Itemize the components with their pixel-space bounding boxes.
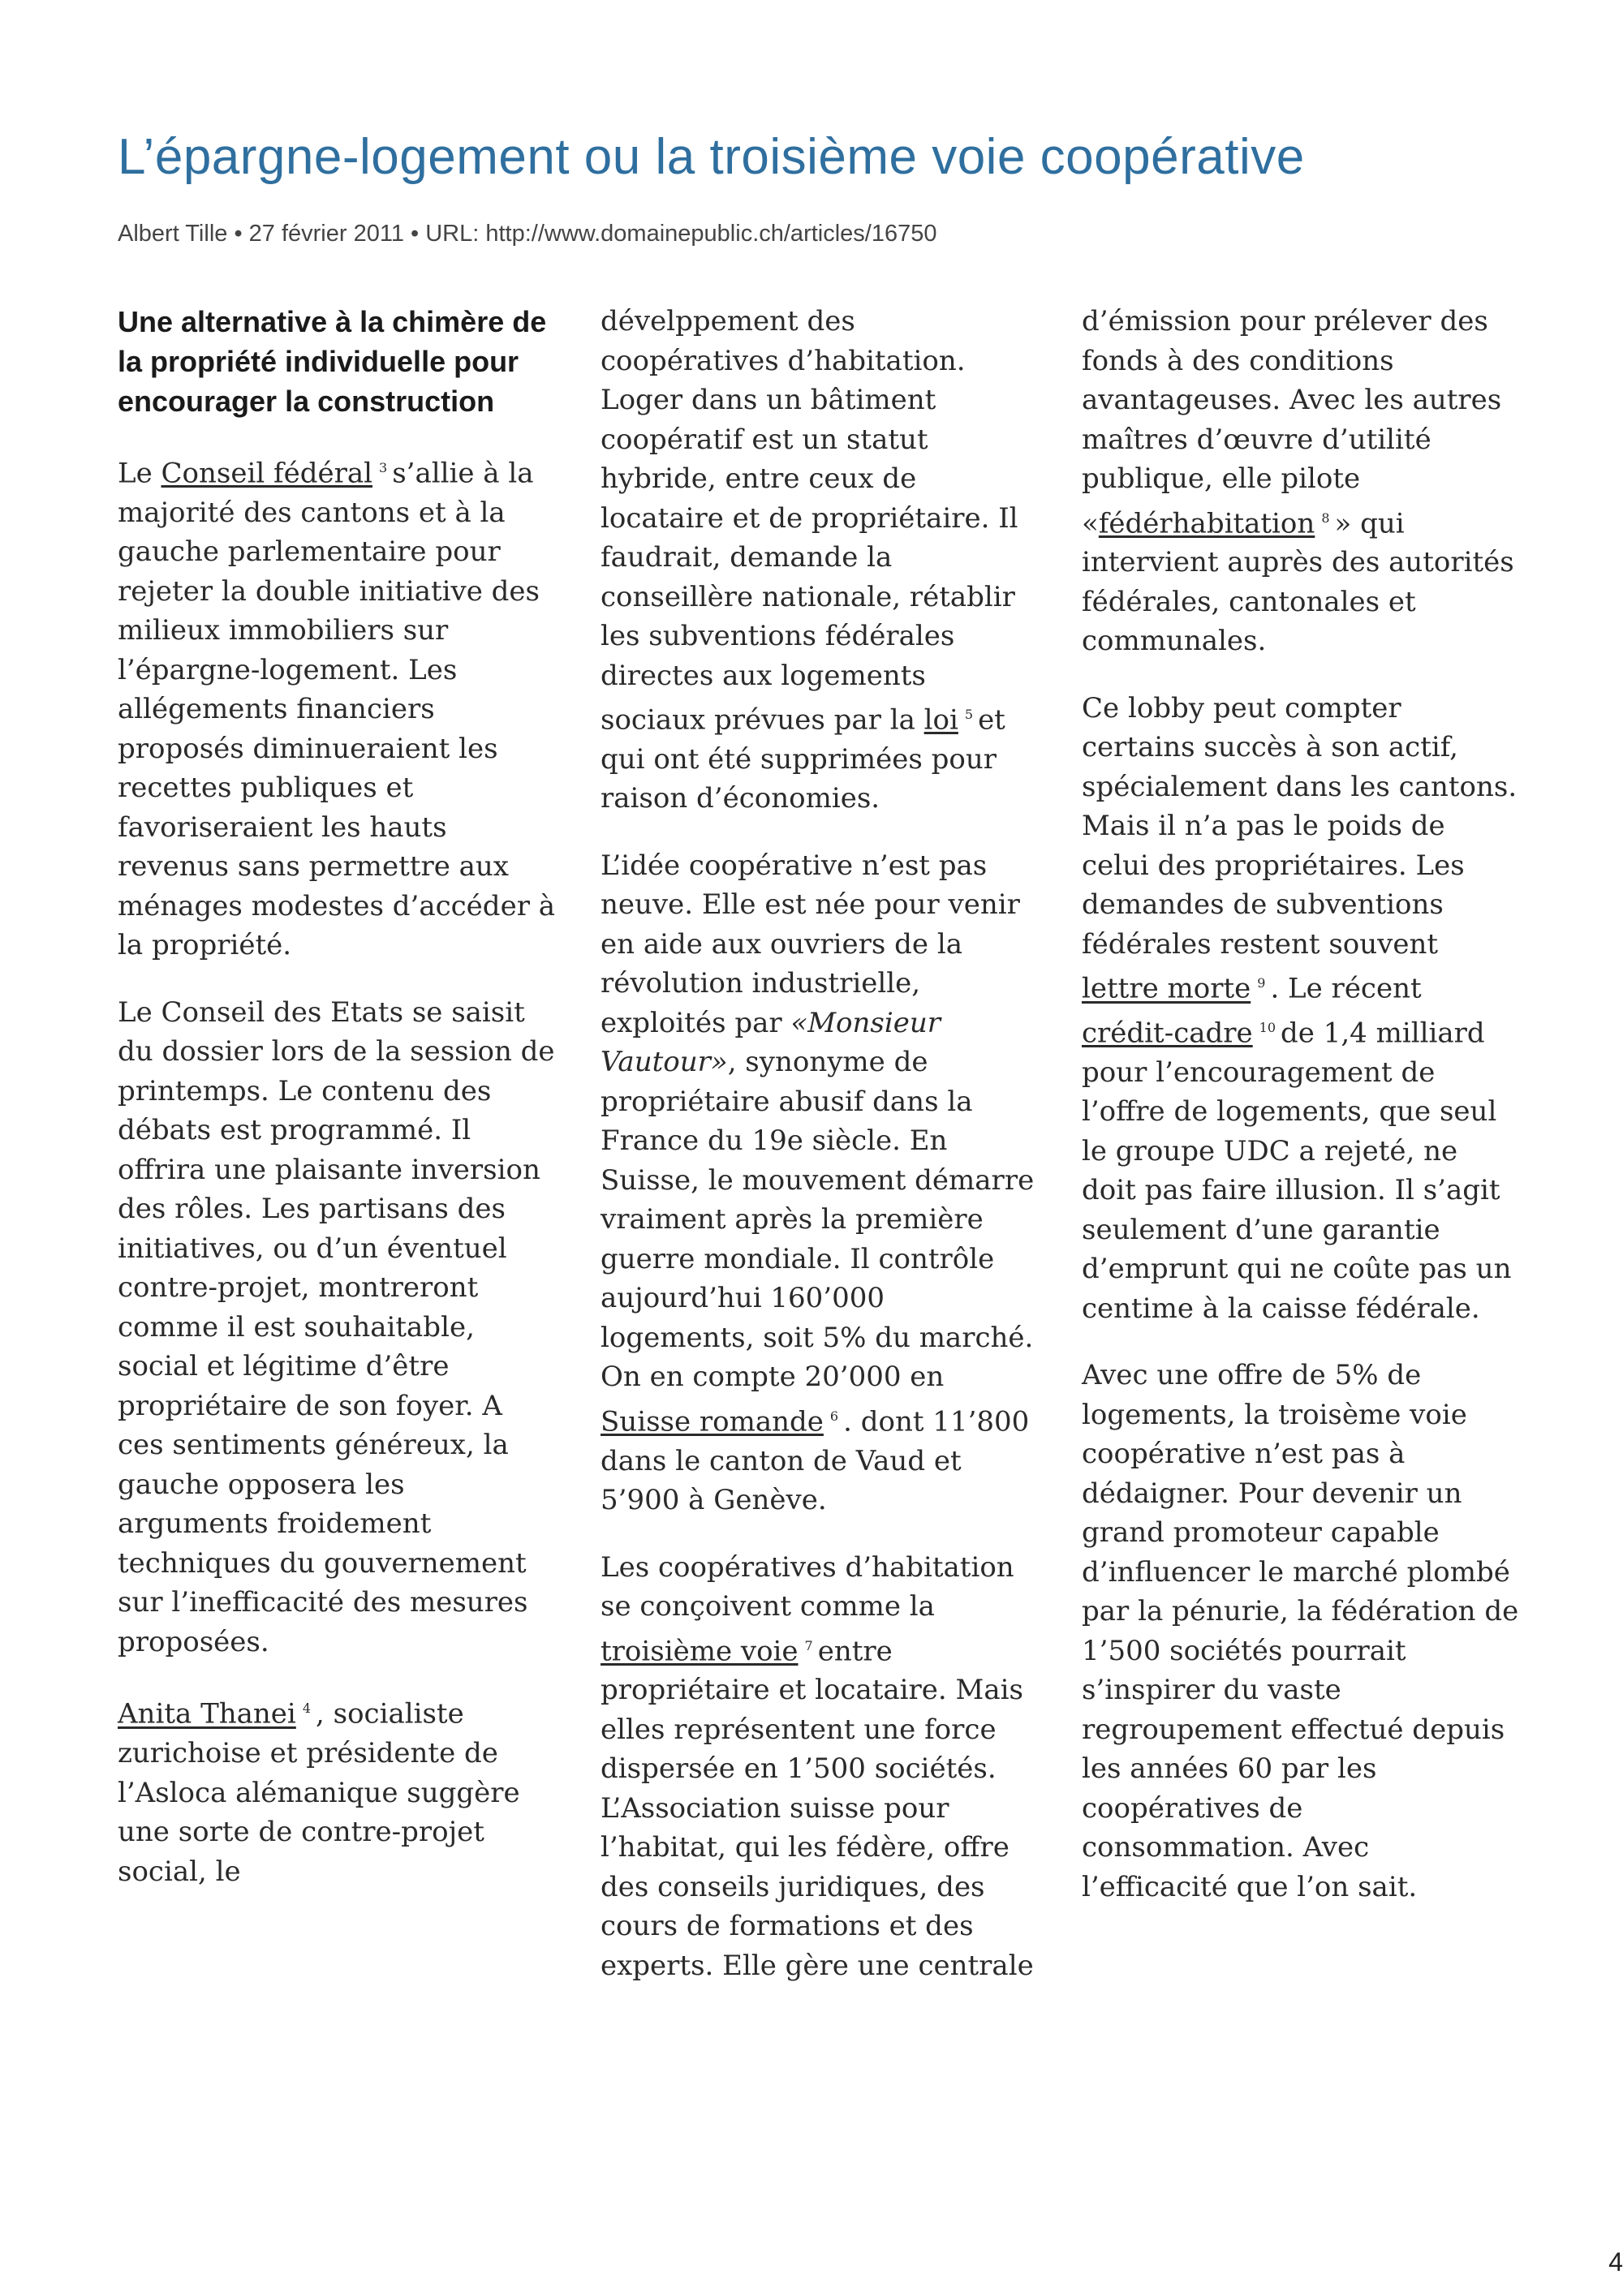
article-title: L’épargne-logement ou la troisième voie coopérative — [118, 129, 1305, 185]
link-anita-thanei[interactable]: Anita Thanei — [118, 1697, 296, 1731]
paragraph: Le Conseil fédéral $^3$ s’allie à la majorité des cantons et à la gauche parlementaire pour rejeter la double initiative des milieux immobiliers sur l’épargne-logement. Les allégements financiers proposés diminueraient les recettes publiques et favoriseraient les hauts revenus sans permettre aux ménages modestes d’accéder à la propriété. — [118, 457, 556, 962]
link-suisse-romande[interactable]: Suisse romande — [601, 1405, 824, 1438]
paragraph: d’émission pour prélever des fonds à des conditions avantageuses. Avec les autres maîtres d’œuvre d’utilité publique, elle pilote «fédérhabitation $^8$ » qui intervient auprès des autorités fédérales, cantonales et communales. — [1082, 305, 1514, 658]
footnote-marker[interactable]: 3 — [379, 460, 388, 475]
article-byline: Albert Tille • 27 février 2011 • URL: http://www.domainepublic.ch/articles/16750 — [118, 221, 937, 247]
paragraph: dévelppement des coopératives d’habitation. Loger dans un bâtiment coopératif est un statut hybride, entre ceux de locataire et de propriétaire. Il faudrait, demande la conseillère nationale, rétablir les subventions fédérales directes aux logements sociaux prévues par la loi $^5$ et qui ont été supprimées pour raison d’économies. — [601, 305, 1018, 815]
link-lettre-morte[interactable]: lettre morte — [1082, 972, 1251, 1005]
paragraph: L’idée coopérative n’est pas neuve. Elle est née pour venir en aide aux ouvriers de la révolution industrielle, exploités par «Monsieur Vautour», synonyme de propriétaire abusif dans la France du 19e siècle. En Suisse, le mouvement démarre vraiment après la première guerre mondiale. Il contrôle aujourd’hui 160’000 logements, soit 5% du marché. On en compte 20’000 en Suisse romande $^6$ . dont 11’800 dans le canton de Vaud et 5’900 à Genève. — [601, 849, 1035, 1517]
column-1 — [118, 302, 556, 1919]
footnote-marker[interactable]: 10 — [1259, 1020, 1276, 1036]
footnote-marker[interactable]: 8 — [1321, 510, 1330, 526]
article-subheading: Une alternative à la chimère de la propriété individuelle pour encourager la construction — [118, 305, 547, 418]
footnote-marker[interactable]: 6 — [829, 1408, 839, 1424]
footnote-marker[interactable]: 9 — [1257, 975, 1266, 991]
page-number: 4 — [1608, 2247, 1623, 2277]
footnote-marker[interactable]: 7 — [804, 1637, 813, 1653]
footnote-marker[interactable]: 5 — [964, 707, 974, 722]
paragraph: Avec une offre de 5% de logements, la troisème voie coopérative n’est pas à dédaigner. Pour devenir un grand promoteur capable d’influencer le marché plombé par la pénurie, la fédération de 1’500 sociétés pourrait s’inspirer du vaste regroupement effectué depuis les années 60 par les coopératives de consommation. Avec l’efficacité que l’on sait. — [1082, 1359, 1519, 1903]
footnote-marker[interactable]: 4 — [302, 1701, 311, 1717]
paragraph: Ce lobby peut compter certains succès à son actif, spécialement dans les cantons. Mais il n’a pas le poids de celui des propriétaires. Les demandes de subventions fédérales restent souvent lettre morte $^9$ . Le récent crédit-cadre $^{10}$ de 1,4 milliard pour l’encouragement de l’offre de logements, que seul le groupe UDC a rejeté, ne doit pas faire illusion. Il s’agit seulement d’une garantie d’emprunt qui ne coûte pas un centime à la caisse fédérale. — [1082, 691, 1518, 1325]
column-2 — [601, 302, 1039, 2013]
link-federhabitation[interactable]: fédérhabitation — [1098, 506, 1315, 540]
paragraph: Anita Thanei $^4$ , socialiste zurichoise et présidente de l’Asloca alémanique suggère une sorte de contre-projet social, le — [118, 1697, 520, 1888]
link-conseil-federal[interactable]: Conseil fédéral — [161, 457, 373, 490]
link-credit-cadre[interactable]: crédit-cadre — [1082, 1017, 1253, 1050]
paragraph: Les coopératives d’habitation se conçoivent comme la troisième voie $^7$ entre propriétaire et locataire. Mais elles représentent une force dispersée en 1’500 sociétés. L’Association suisse pour l’habitat, qui les fédère, offre des conseils juridiques, des cours de formations et des experts. Elle gère une centrale — [601, 1550, 1034, 1982]
quoted-term: «Monsieur Vautour» — [601, 1006, 941, 1079]
link-loi[interactable]: loi — [923, 703, 958, 737]
paragraph: Le Conseil des Etats se saisit du dossier lors de la session de printemps. Le contenu des débats est programmé. Il offrira une plaisante inversion des rôles. Les partisans des initiatives, ou d’un éventuel contre-projet, montreront comme il est souhaitable, social et légitime d’être propriétaire de son foyer. A ces sentiments généreux, la gauche opposera les arguments froidement techniques du gouvernement sur l’inefficacité des mesures proposées. — [118, 995, 555, 1658]
column-3 — [1082, 302, 1520, 1934]
link-troisieme-voie[interactable]: troisième voie — [601, 1634, 799, 1667]
